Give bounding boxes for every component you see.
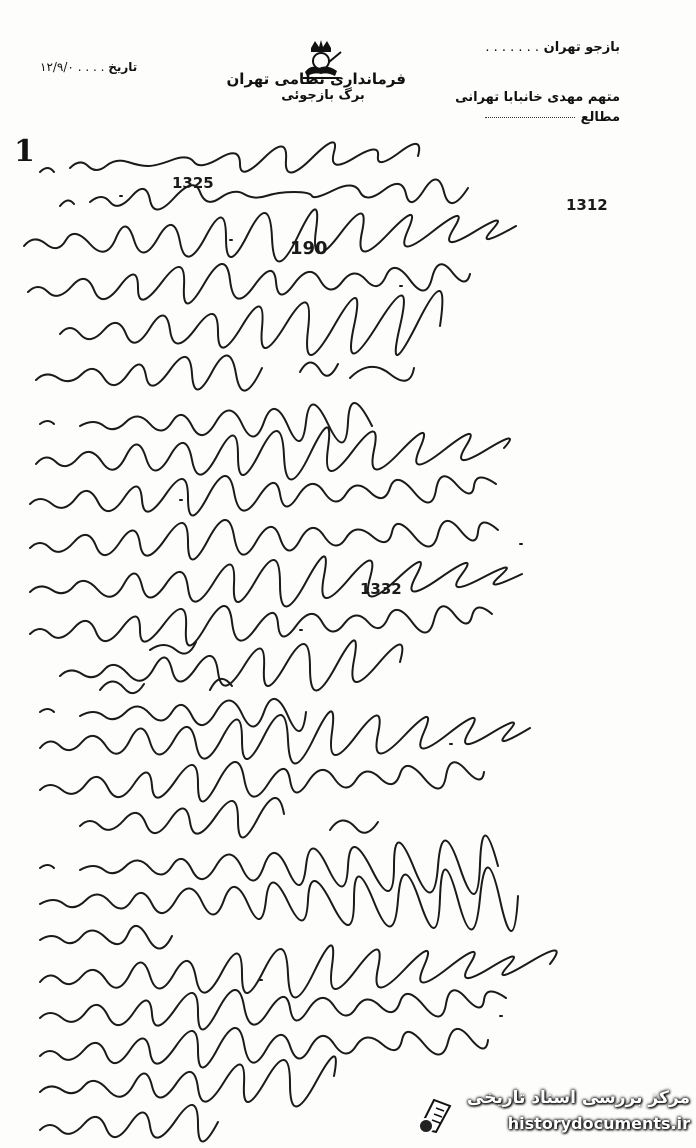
reference-field — [440, 110, 620, 125]
handwriting-line — [40, 1105, 218, 1142]
handwritten-number: 1332 — [360, 580, 402, 598]
watermark-url[interactable]: historydocuments.ir — [507, 1114, 690, 1133]
handwritten-number: 1312 — [566, 196, 608, 214]
handwriting-line — [40, 926, 172, 949]
handwriting-line — [40, 945, 557, 997]
date-label: تاریخ — [108, 60, 138, 74]
handwriting-line — [28, 264, 470, 304]
document-roll-icon — [414, 1092, 456, 1136]
interrogator-field — [440, 40, 620, 55]
handwriting-line — [30, 556, 522, 606]
handwriting-line — [60, 291, 442, 355]
handwriting-line — [24, 209, 516, 261]
handwriting-line — [40, 990, 506, 1030]
reference-line — [485, 117, 575, 118]
page-margin-number: 1 — [14, 134, 35, 169]
handwriting-line — [60, 640, 402, 693]
date-dots: . . . . — [77, 60, 105, 74]
handwriting-line — [30, 520, 498, 560]
handwriting-line — [40, 403, 372, 443]
handwriting-line — [40, 867, 518, 931]
archive-watermark — [408, 1084, 694, 1144]
interrogator-dots: . . . . . . . — [485, 40, 540, 55]
handwriting-line — [40, 762, 484, 802]
date-field — [40, 60, 215, 74]
handwriting-line — [40, 1028, 488, 1068]
date-value: ۱۲/۹/۰ — [40, 60, 74, 74]
handwriting-line — [80, 798, 378, 838]
interrogator-label: بازجو تهران — [543, 40, 620, 55]
form-title: برگ بازجوئی — [281, 88, 365, 103]
handwritten-number: 1325 — [172, 174, 214, 192]
handwriting-line — [30, 476, 496, 516]
watermark-title: مرکز بررسی اسناد تاریخی — [467, 1088, 690, 1108]
handwriting-line — [40, 142, 419, 172]
handwriting-line — [40, 835, 498, 894]
reference-label: مطالع — [580, 110, 620, 125]
handwriting-line — [30, 606, 492, 646]
handwriting-line — [36, 427, 510, 479]
handwriting-line — [40, 679, 306, 731]
accused-field: متهم مهدی خانبابا تهرانی — [455, 90, 620, 105]
handwriting-line — [40, 1056, 336, 1106]
handwriting-line — [40, 711, 530, 763]
handwriting-line — [36, 355, 414, 390]
handwritten-number: 190 — [290, 238, 328, 259]
handwriting-line — [60, 179, 468, 209]
organization-heading: فرمانداری نظامی تهران — [226, 70, 406, 88]
